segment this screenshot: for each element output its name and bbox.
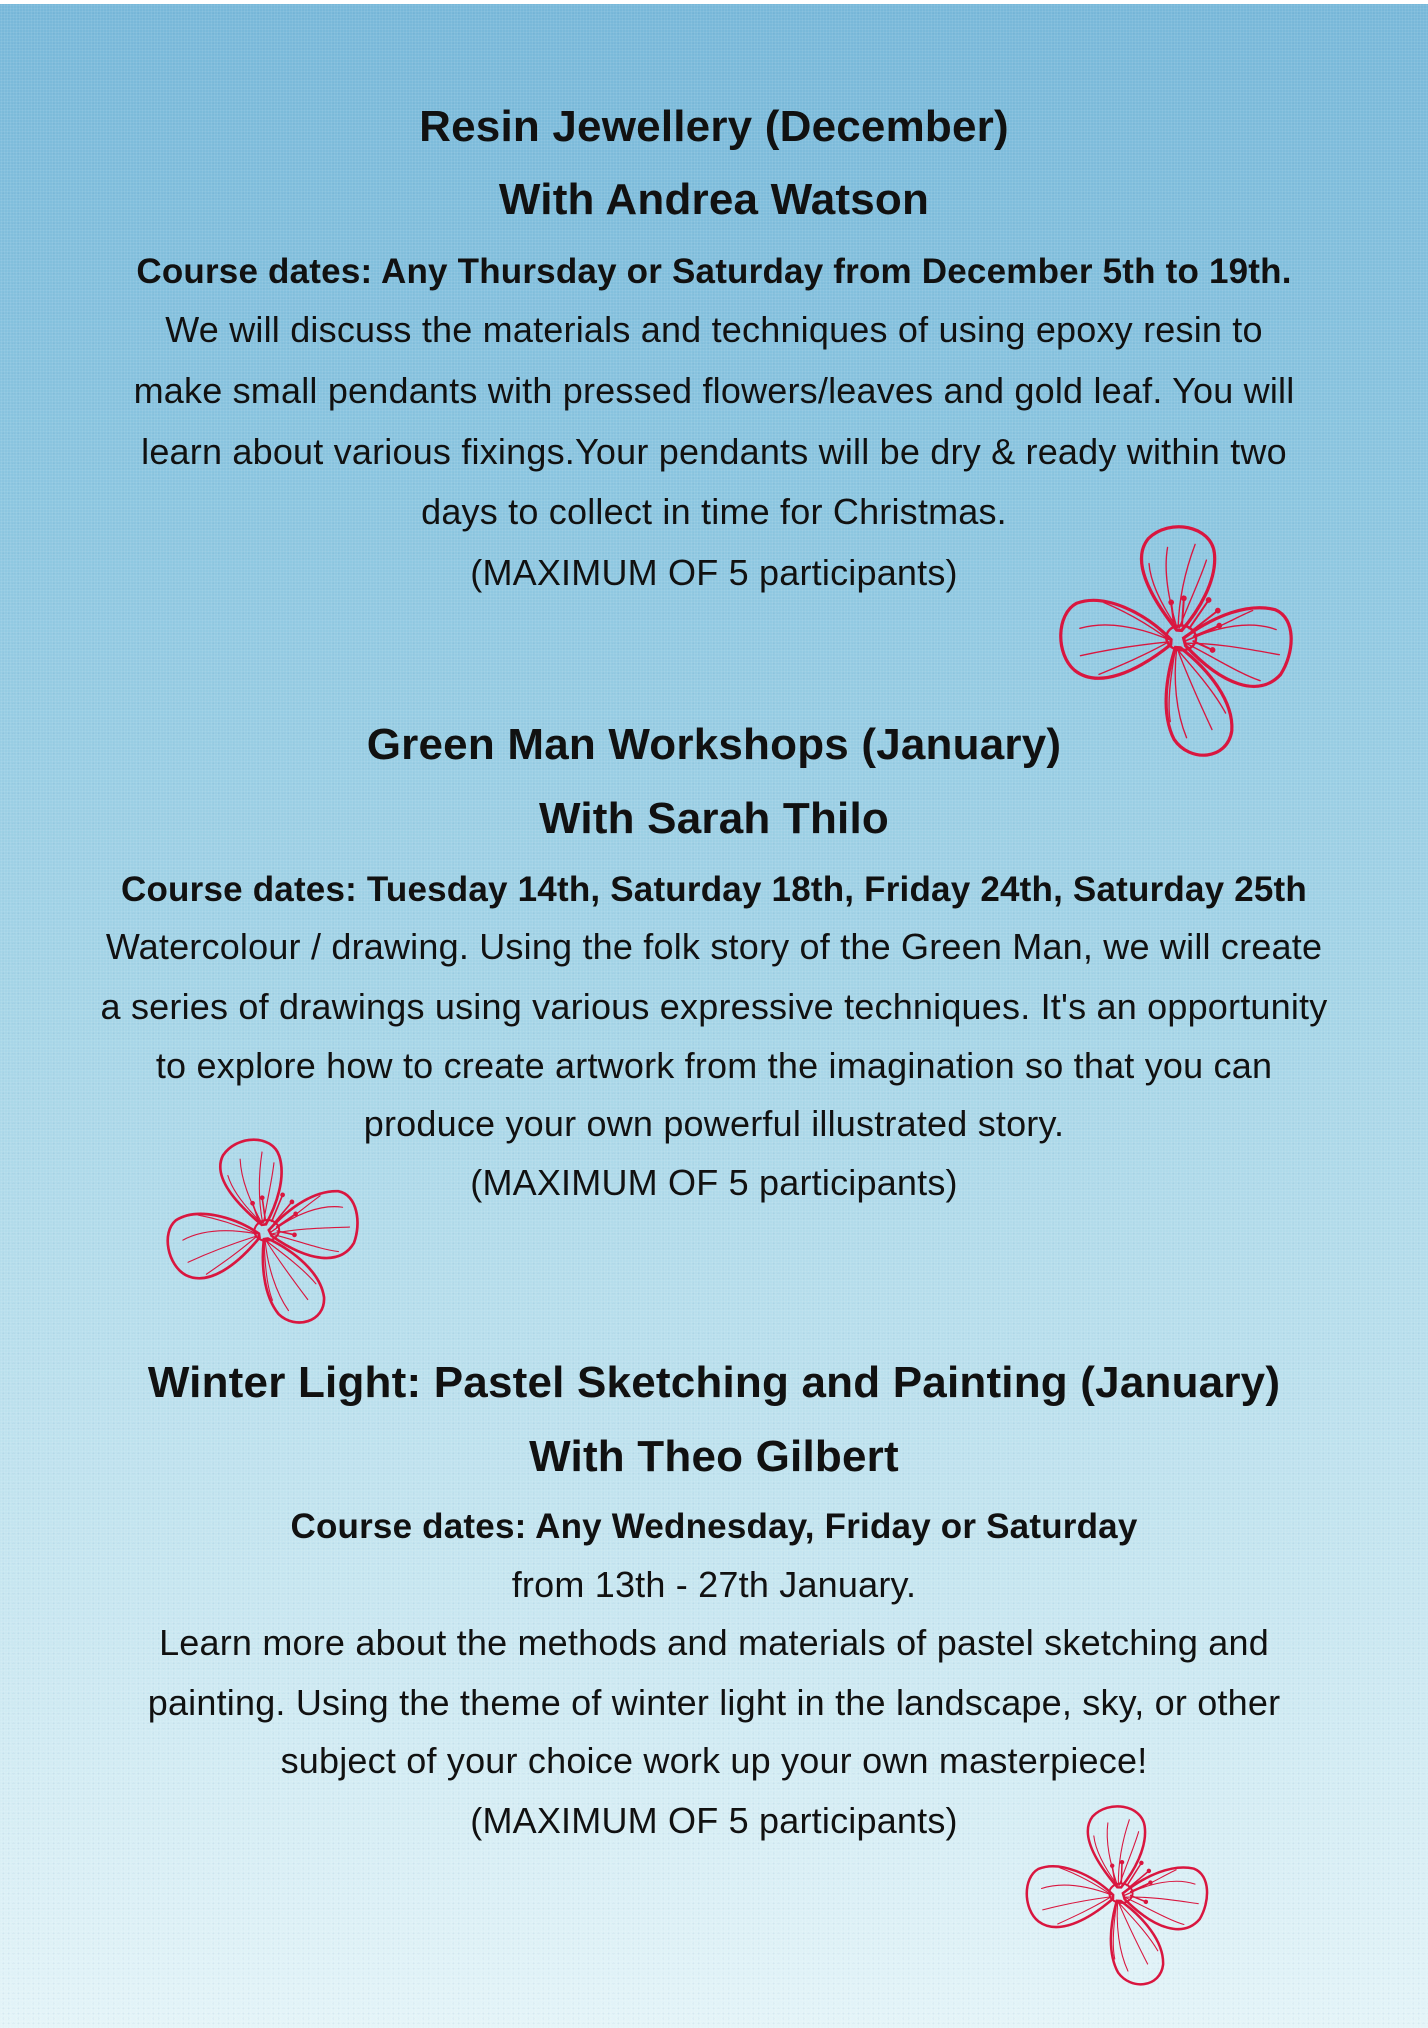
course-description-line: subject of your choice work up your own masterpiece!	[280, 1740, 1148, 1781]
stamen-tip	[1169, 600, 1174, 605]
course-title: Resin Jewellery (December)	[419, 102, 1009, 151]
course-tutor: With Sarah Thilo	[539, 794, 889, 843]
petal-vein	[1058, 1895, 1111, 1926]
stamen-tip	[294, 1212, 298, 1216]
flower-icon	[1044, 506, 1309, 775]
stamen	[262, 1198, 265, 1220]
course-description-line: Learn more about the methods and materials of pastel sketching and	[159, 1622, 1269, 1663]
course-description-line: We will discuss the materials and techniques of using epoxy resin to	[165, 309, 1263, 350]
course-description-line: produce your own powerful illustrated story.	[363, 1103, 1065, 1144]
stamen-tip	[1147, 1869, 1151, 1873]
stamen-tip	[290, 1200, 294, 1204]
course-dates: Course dates: Any Wednesday, Friday or Saturday	[290, 1507, 1138, 1546]
petal-outline	[1058, 598, 1174, 683]
petal-outline	[1026, 1865, 1114, 1929]
course-dates: Course dates: Any Thursday or Saturday from December 5th to 19th.	[136, 252, 1292, 291]
petal-outline	[1137, 524, 1217, 632]
petal-vein	[228, 1172, 262, 1227]
petal-vein	[202, 1236, 261, 1274]
stamen-tip	[250, 1201, 254, 1205]
stamen-tip	[1140, 1861, 1144, 1865]
course-description-line: painting. Using the theme of winter light in the landscape, sky, or other	[147, 1682, 1281, 1723]
stamen-tip	[1149, 1881, 1153, 1885]
flower-icon	[1017, 1794, 1218, 1997]
petal-vein	[182, 1225, 257, 1244]
course-dates: Course dates: Tuesday 14th, Saturday 18th, Friday 24th, Saturday 25th	[120, 870, 1307, 909]
course-capacity: (MAXIMUM OF 5 participants)	[470, 1162, 958, 1203]
stamen-tip	[1215, 608, 1220, 613]
petal-outline	[217, 1136, 289, 1229]
course-tutor: With Andrea Watson	[498, 175, 930, 224]
petal-vein	[1118, 1819, 1129, 1885]
course-dates-continued: from 13th - 27th January.	[511, 1564, 917, 1605]
petal-vein	[271, 1222, 349, 1238]
course-flyer	[0, 4, 1428, 2028]
stamen-tip	[260, 1196, 264, 1200]
course-description-line: a series of drawings using various expressive techniques. It's an opportunity	[100, 986, 1328, 1027]
course-title: Green Man Workshops (January)	[366, 720, 1062, 769]
course-description-line: Watercolour / drawing. Using the folk story of the Green Man, we will create	[105, 926, 1323, 967]
petal-vein	[265, 1239, 288, 1312]
stamen-tip	[1182, 596, 1187, 601]
stamen-tip	[1110, 1864, 1114, 1868]
petal-vein	[1145, 564, 1181, 628]
petal-outline	[164, 1206, 264, 1283]
stamen-tip	[1206, 598, 1211, 603]
flower-icon	[139, 1116, 388, 1351]
stamen-tip	[1120, 1860, 1124, 1864]
course-description-line: make small pendants with pressed flowers/leaves and gold leaf. You will	[133, 370, 1295, 411]
course-description-line: learn about various fixings.Your pendants will be dry & ready within two	[141, 431, 1287, 472]
stamen	[1121, 1862, 1122, 1883]
stamen-tip	[292, 1233, 296, 1237]
course-capacity: (MAXIMUM OF 5 participants)	[470, 1800, 958, 1841]
course-description-line: days to collect in time for Christmas.	[421, 491, 1007, 532]
stamen	[1182, 598, 1184, 625]
course-description-line: to explore how to create artwork from the imagination so that you can	[155, 1045, 1273, 1086]
stamen-tip	[1144, 1900, 1148, 1904]
stamen-tip	[1210, 648, 1215, 653]
petal-outline	[1086, 1805, 1146, 1888]
stamen-tip	[281, 1193, 285, 1197]
course-tutor: With Theo Gilbert	[529, 1432, 899, 1481]
stamen-tip	[1217, 623, 1222, 628]
course-title: Winter Light: Pastel Sketching and Painting (January)	[147, 1358, 1281, 1407]
course-capacity: (MAXIMUM OF 5 participants)	[470, 552, 958, 593]
